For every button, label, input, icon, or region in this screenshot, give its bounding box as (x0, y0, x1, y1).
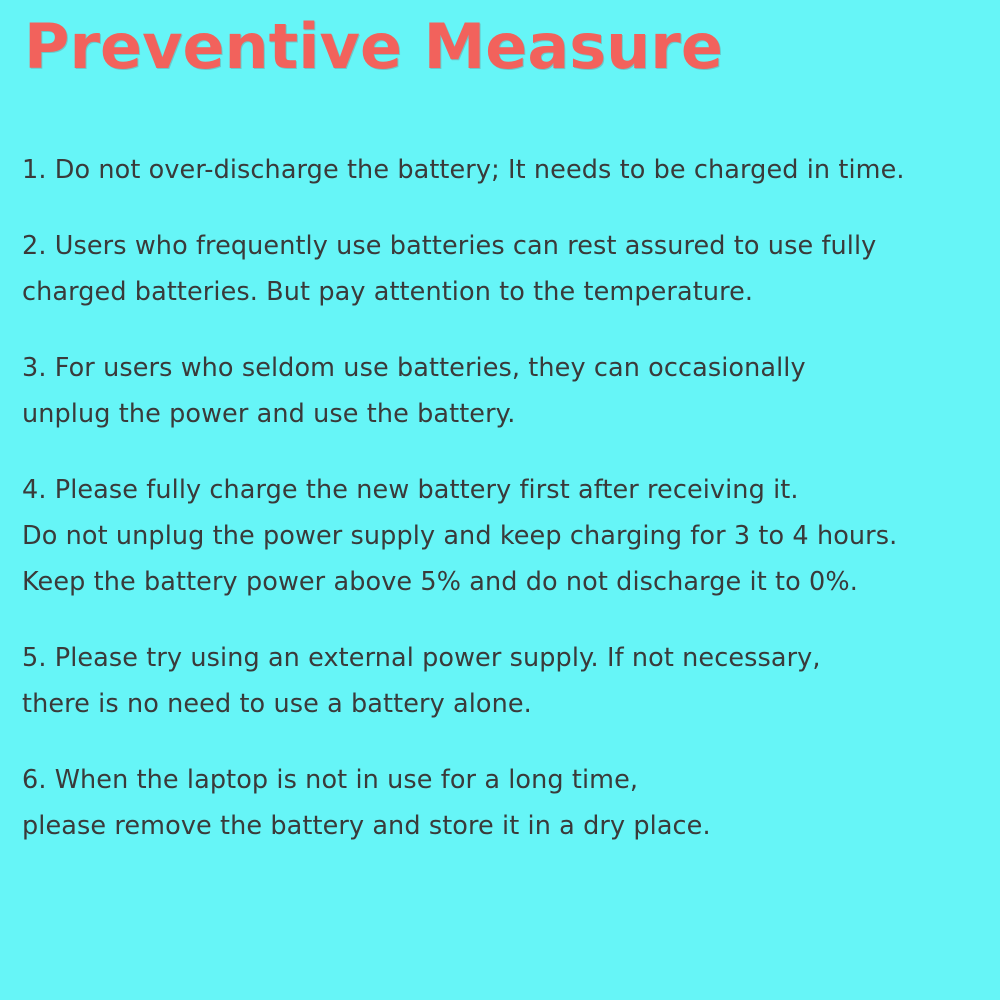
list-item-line: 2. Users who frequently use batteries can rest assured to use fully (22, 231, 877, 262)
list-item-line: 6. When the laptop is not in use for a long time, (22, 765, 639, 796)
list-item-line: charged batteries. But pay attention to the temperature. (22, 277, 754, 308)
list-item-line: there is no need to use a battery alone. (22, 689, 532, 720)
list-item-line: Keep the battery power above 5% and do not discharge it to 0%. (22, 567, 858, 598)
list-item (22, 147, 978, 193)
list-item-line: 1. Do not over-discharge the battery; It needs to be charged in time. (22, 155, 905, 186)
list-item (22, 635, 978, 727)
list-item (22, 757, 978, 849)
preventive-measure-list (22, 147, 978, 849)
list-item-line: please remove the battery and store it in a dry place. (22, 811, 711, 842)
list-item (22, 223, 978, 315)
page-title: Preventive Measure (24, 10, 723, 83)
list-item-line: 4. Please fully charge the new battery first after receiving it. (22, 475, 799, 506)
list-item-line: 5. Please try using an external power supply. If not necessary, (22, 643, 821, 674)
list-item (22, 467, 978, 605)
list-item-line: 3. For users who seldom use batteries, they can occasionally (22, 353, 806, 384)
list-item (22, 345, 978, 437)
list-item-line: Do not unplug the power supply and keep charging for 3 to 4 hours. (22, 521, 898, 552)
list-item-line: unplug the power and use the battery. (22, 399, 516, 430)
